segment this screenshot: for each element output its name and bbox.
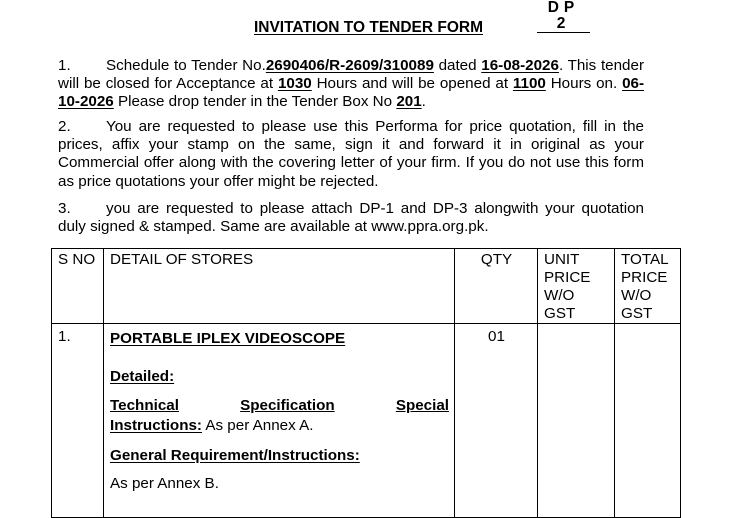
spec-word: Technical: [110, 397, 179, 414]
para-text: Please drop tender in the Tender Box No: [113, 93, 397, 111]
cell-qty: 01: [455, 324, 538, 518]
header-unit-price-line: GST: [544, 305, 576, 322]
header-total-price-line: W/O GST: [621, 287, 653, 322]
para-number: 1.: [58, 57, 71, 74]
header-total-price-line: PRICE: [621, 269, 668, 286]
para-text: Schedule to Tender No.: [106, 57, 266, 74]
cell-detail: [104, 324, 455, 518]
item-name: PORTABLE IPLEX VIDEOSCOPE: [110, 330, 346, 347]
header-total-price: [615, 249, 681, 324]
cell-total-price: [615, 324, 681, 518]
para-text: Hours and will be opened at: [311, 75, 513, 93]
header-unit-price-line: PRICE: [544, 269, 591, 286]
para-text: you are requested to please attach DP-1 and DP-3 alongwith your quotation duly signed & stamped. Same are available at www.ppra.org.pk.: [58, 200, 644, 236]
table-header-row: [52, 249, 681, 324]
header-detail: DETAIL OF STORES: [104, 249, 455, 324]
spec-word: Special: [395, 397, 449, 414]
opening-time: 1100: [512, 75, 546, 93]
para-text: Hours on.: [545, 75, 623, 93]
paragraph-2: [58, 118, 644, 191]
form-code: DP 2: [537, 0, 590, 33]
spec-word: Specification: [240, 397, 335, 414]
cell-unit-price: [538, 324, 615, 518]
cell-sno: 1.: [52, 324, 104, 518]
spec-instructions-label: Instructions:: [110, 417, 202, 434]
para-number: 3.: [58, 200, 71, 217]
opening-date: 06-10-2026: [58, 75, 645, 111]
page-title: INVITATION TO TENDER FORM: [253, 19, 484, 36]
header-unit-price: [538, 249, 615, 324]
paragraph-3: [58, 200, 644, 236]
header-total-price-line: TOTAL: [621, 251, 669, 268]
header-sno: S NO: [52, 249, 104, 324]
table-row: [52, 324, 681, 518]
paragraph-1: [58, 57, 644, 112]
general-requirements-label: General Requirement/Instructions:: [110, 447, 360, 464]
spec-instructions: [110, 417, 449, 435]
para-text: .: [421, 93, 426, 111]
para-text: . This tender will be closed for Acceptance at: [58, 57, 645, 93]
spec-heading: [110, 397, 449, 415]
spec-instructions-value: As per Annex A.: [201, 417, 314, 434]
header-unit-price-line: UNIT: [544, 251, 580, 268]
header-qty: QTY: [455, 249, 538, 324]
detailed-label: Detailed:: [110, 368, 175, 385]
header-unit-price-line: W/O: [544, 287, 575, 304]
para-number: 2.: [58, 118, 71, 135]
tender-number: 2690406/R-2609/310089: [265, 57, 434, 74]
para-text: You are requested to please use this Performa for price quotation, fill in the prices, affix your stamp on the same, sign it and forward it in original as your Commercial offer along with the covering letter of your firm. If you do not use this form as price quotations your offer might be rejected.: [58, 118, 644, 190]
general-requirements-value: As per Annex B.: [110, 475, 219, 492]
tender-box-number: 201: [396, 93, 422, 111]
closing-time: 1030: [277, 75, 312, 93]
stores-table: [51, 248, 681, 518]
tender-date: 16-08-2026: [481, 57, 559, 74]
para-text: dated: [433, 57, 482, 74]
